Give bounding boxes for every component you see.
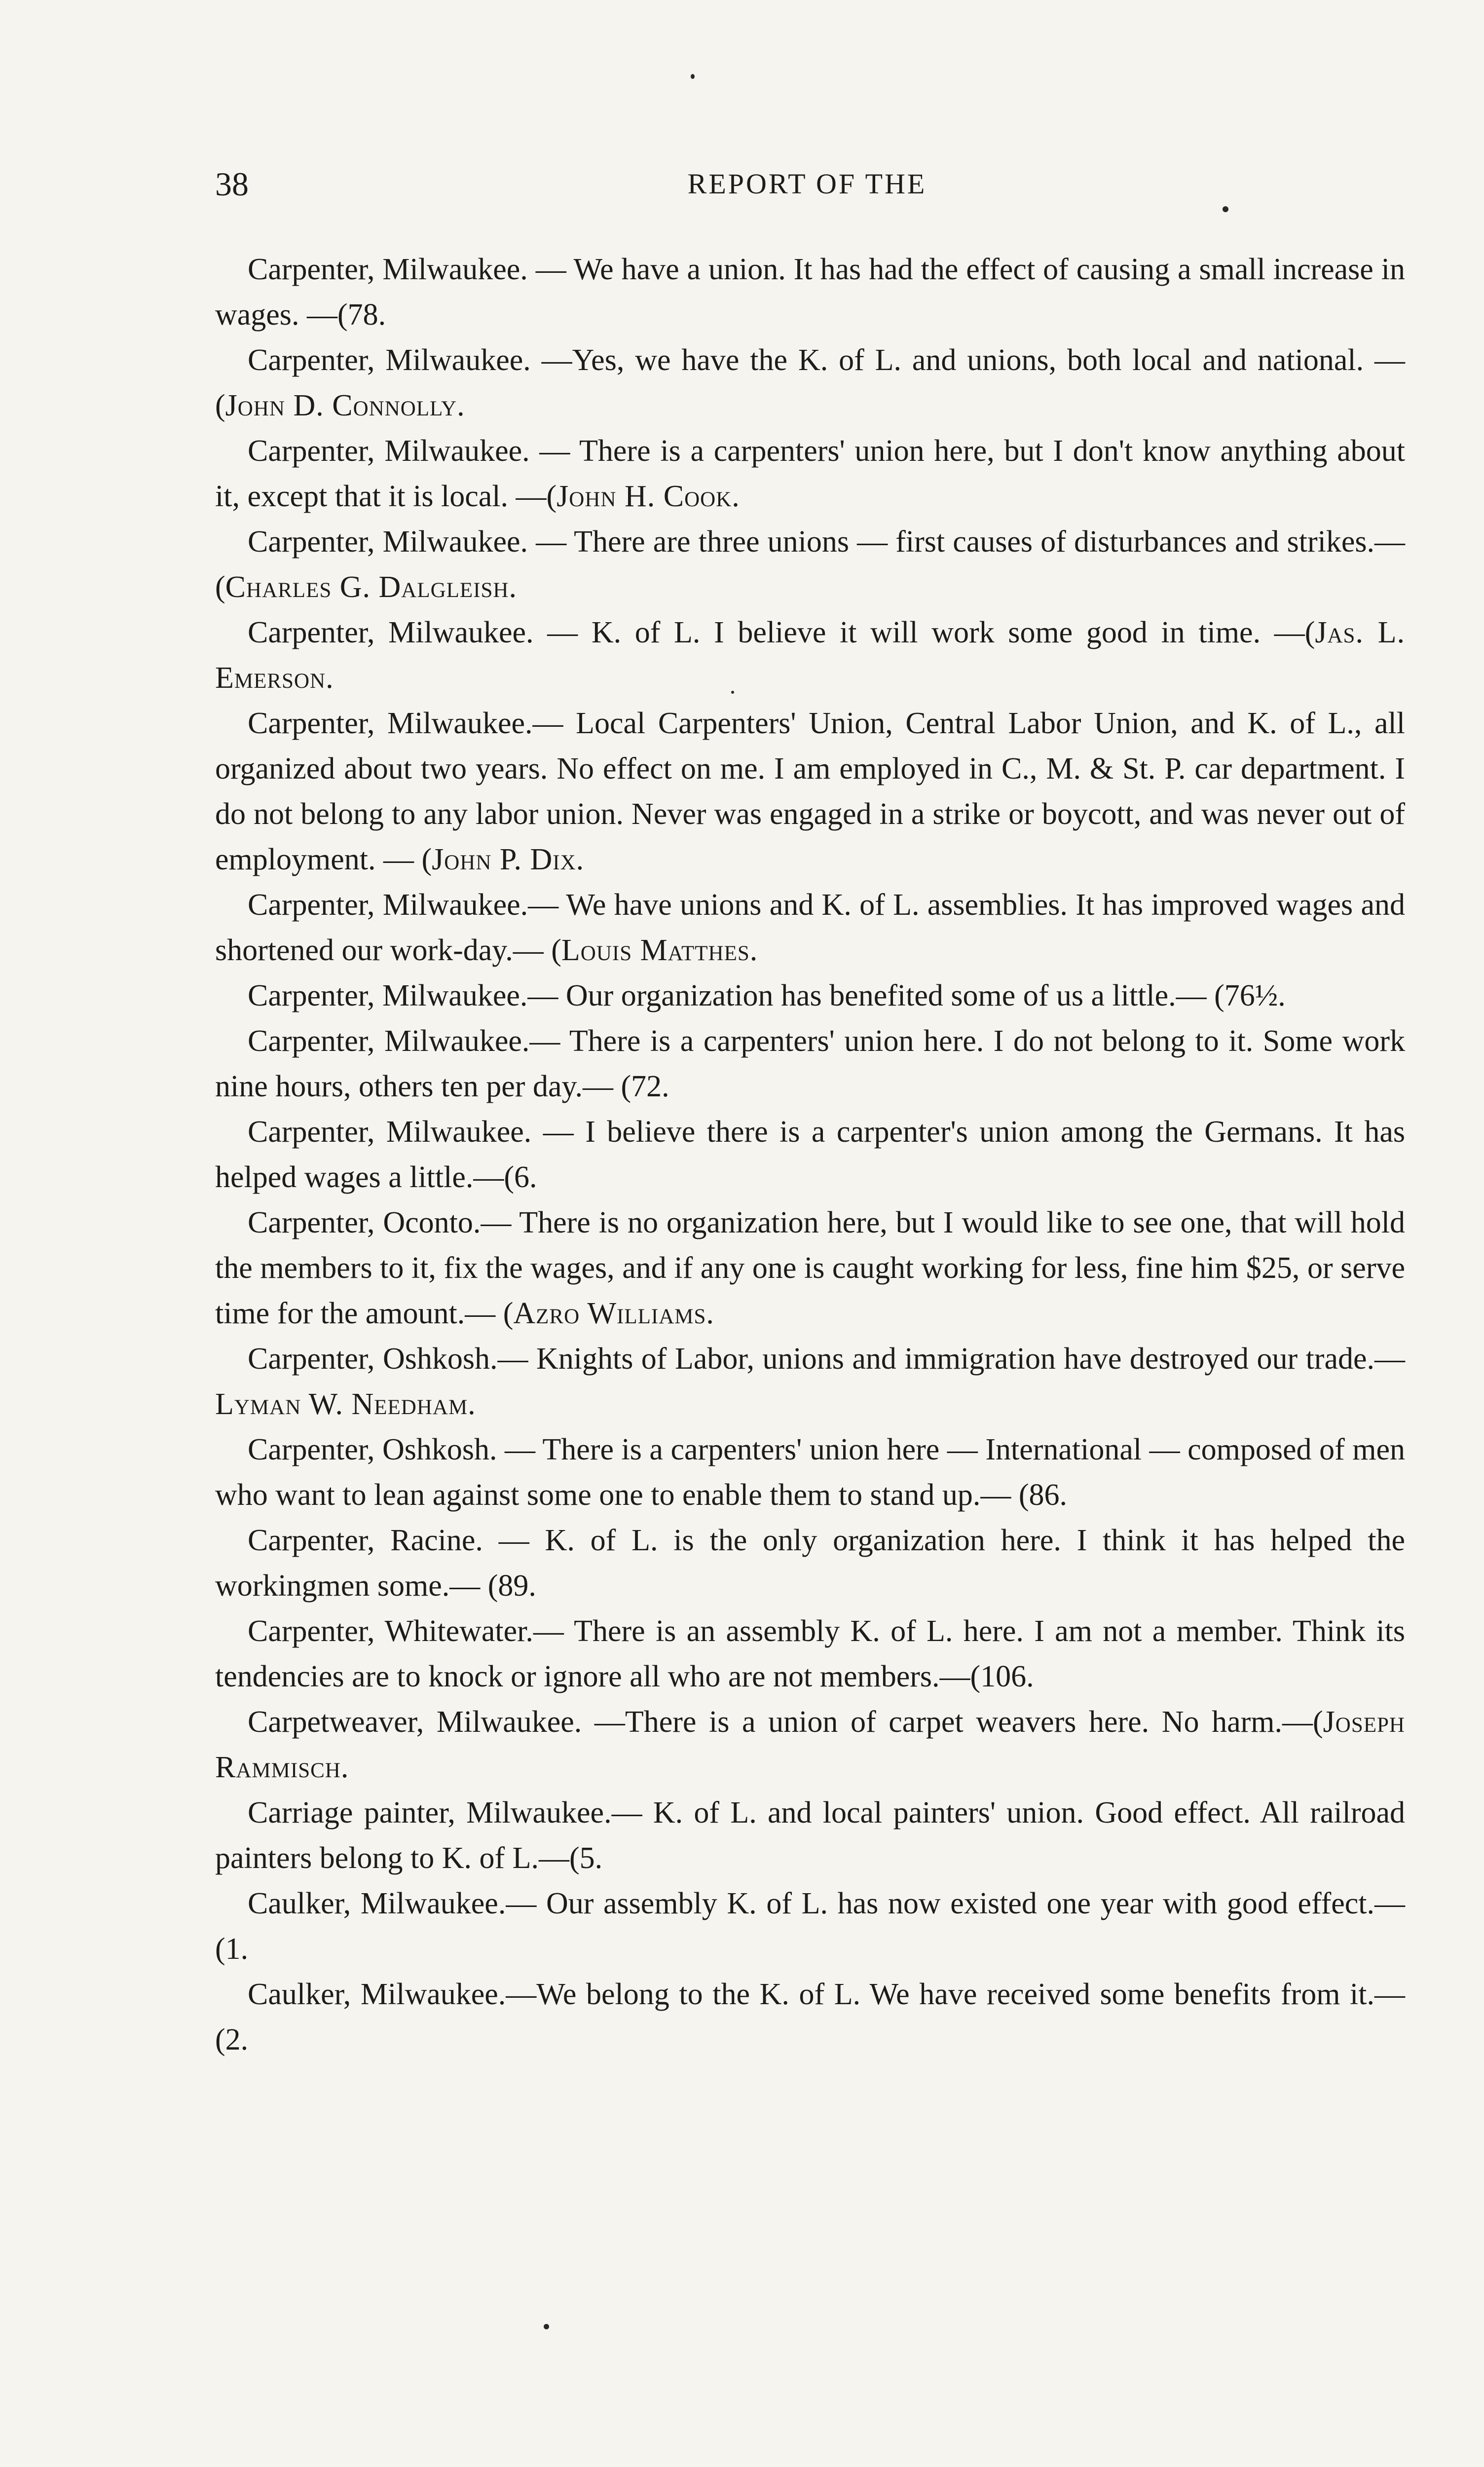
entry [215,1881,1405,1972]
document-body [215,247,1405,2062]
entry-signature: Louis Matthes. [561,934,758,967]
entry-text: Carpenter, Milwaukee. — K. of L. I believe it will work some good in time. —( [248,616,1315,649]
entry-text: Caulker, Milwaukee.—We belong to the K. of L. We have received some benefits from it.—(2. [215,1978,1405,2056]
entry-text: Carpenter, Milwaukee.— Our organization has benefited some of us a little.— (76½. [248,979,1286,1012]
entry-text: Carpenter, Milwaukee. —Yes, we have the K. of L. and unions, both local and national. —( [215,343,1405,422]
entry [215,1109,1405,1200]
entry-signature: John H. Cook. [556,480,740,513]
entry [215,1018,1405,1109]
entry-signature: Lyman W. Needham. [215,1387,476,1421]
entry-text: Carpenter, Milwaukee. — I believe there is a carpenter's union among the Germans. It has helped wages a little.—(6. [215,1115,1405,1194]
entry [215,1427,1405,1518]
page-number: 38 [215,165,249,203]
entry [215,247,1405,337]
entry [215,337,1405,428]
entry [215,1699,1405,1790]
scan-speck [731,691,734,694]
entry [215,882,1405,973]
entry [215,1608,1405,1699]
entry [215,610,1405,701]
entry [215,1972,1405,2062]
entry-signature: Azro Williams. [513,1297,714,1330]
entry [215,973,1405,1018]
entry-text: Carpenter, Whitewater.— There is an assembly K. of L. here. I am not a member. Think its tendencies are to knock or ignore all who are not members.—(106. [215,1614,1405,1693]
scan-speck [1223,206,1228,212]
entry-signature: John P. Dix. [432,843,585,876]
entry-signature: John D. Connolly. [225,389,465,422]
entry-signature: Joseph Rammisch. [215,1705,1405,1784]
entry-text: Carpenter, Oshkosh.— Knights of Labor, unions and immigration have destroyed our trade.— [248,1342,1405,1376]
entry-text: Carpenter, Oshkosh. — There is a carpenters' union here — International — composed of men who want to lean against some one to enable them to stand up.— (86. [215,1433,1405,1512]
entry [215,519,1405,610]
entry-signature: Charles G. Dalgleish. [225,570,517,604]
entry [215,1518,1405,1608]
scan-speck [691,74,695,79]
entry-text: Carpenter, Milwaukee.— Local Carpenters' Union, Central Labor Union, and K. of L., all organized about two years. No effect on me. I am employed in C., M. & St. P. car department. I do not belong to any labor union. Never was engaged in a strike or boycott, and was never out of employment. — ( [215,707,1405,876]
entry [215,1200,1405,1336]
entry-text: Carpenter, Oconto.— There is no organization here, but I would like to see one, that will hold the members to it, fix the wages, and if any one is caught working for less, fine him $25, or serve time for the amount.— ( [215,1206,1405,1330]
entry-text: Caulker, Milwaukee.— Our assembly K. of L. has now existed one year with good effect.—(1. [215,1887,1405,1966]
entry-text: Carpenter, Racine. — K. of L. is the only organization here. I think it has helped the workingmen some.— (89. [215,1524,1405,1603]
entry-text: Carriage painter, Milwaukee.— K. of L. and local painters' union. Good effect. All railroad painters belong to K. of L.—(5. [215,1796,1405,1875]
entry [215,1336,1405,1427]
entry-text: Carpenter, Milwaukee.— We have unions and K. of L. assemblies. It has improved wages and shortened our work-day.— ( [215,888,1405,967]
entry [215,701,1405,882]
entry-text: Carpenter, Milwaukee. — We have a union. It has had the effect of causing a small increase in wages. —(78. [215,253,1405,332]
running-title: REPORT OF THE [687,168,927,200]
page-header [215,157,1399,211]
entry-text: Carpenter, Milwaukee. — There is a carpenters' union here, but I don't know anything about it, except that it is local. —( [215,434,1405,513]
scan-speck [544,2324,549,2329]
entry [215,1790,1405,1881]
entry [215,428,1405,519]
entry-text: Carpetweaver, Milwaukee. —There is a union of carpet weavers here. No harm.—( [248,1705,1323,1739]
entry-text: Carpenter, Milwaukee. — There are three unions — first causes of disturbances and strikes.—( [215,525,1405,604]
entry-text: Carpenter, Milwaukee.— There is a carpenters' union here. I do not belong to it. Some work nine hours, others ten per day.— (72. [215,1024,1405,1103]
entry-signature: Jas. L. Emerson. [215,616,1405,695]
